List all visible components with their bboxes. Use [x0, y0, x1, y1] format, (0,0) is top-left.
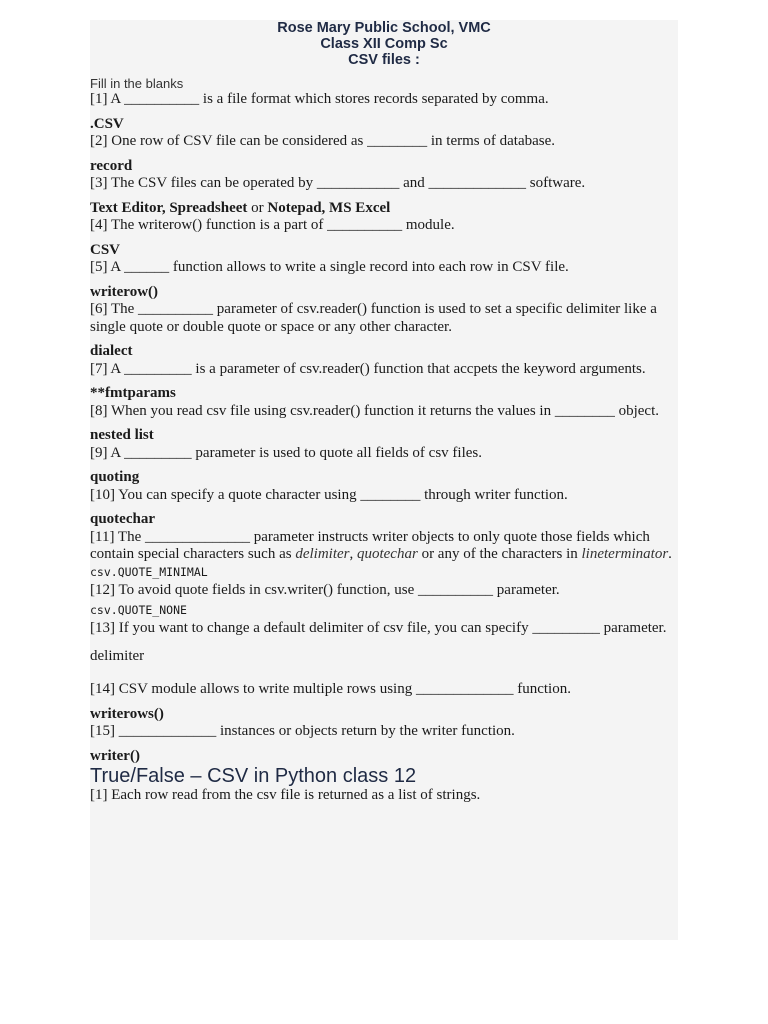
- class-line: Class XII Comp Sc: [320, 36, 448, 52]
- question-7: [7] A _________ is a parameter of csv.reader() function that accpets the keyword arguments.: [90, 360, 646, 377]
- answer-7: **fmtparams: [90, 385, 176, 401]
- question-5: [5] A ______ function allows to write a single record into each row in CSV file.: [90, 259, 569, 275]
- question-10: [10] You can specify a quote character using ________ through writer function.: [90, 486, 568, 503]
- answer-2: record: [90, 157, 133, 174]
- question-12: [12] To avoid quote fields in csv.writer() function, use __________ parameter.: [90, 581, 560, 598]
- answer-3-part-b: Notepad, MS Excel: [267, 199, 391, 216]
- worksheet-page: [90, 20, 678, 940]
- topic-title: CSV files :: [348, 52, 420, 68]
- question-2: [2] One row of CSV file can be considered as ________ in terms of database.: [90, 133, 556, 149]
- answer-3-or: or: [247, 199, 268, 216]
- question-13: [13] If you want to change a default delimiter of csv file, you can specify _________ parameter.: [90, 620, 667, 636]
- question-1: [1] A __________ is a file format which stores records separated by comma.: [90, 91, 549, 107]
- question-9: [9] A _________ parameter is used to quote all fields of csv files.: [90, 444, 482, 461]
- answer-13: delimiter: [90, 647, 145, 664]
- answer-1: .CSV: [90, 115, 124, 132]
- question-11-text: [11] The ______________ parameter instructs writer objects to only quote those fields which contain special characters such as: [90, 528, 650, 562]
- question-15: [15] _____________ instances or objects return by the writer function.: [90, 723, 515, 739]
- worksheet-header: [90, 20, 678, 68]
- question-8: [8] When you read csv file using csv.reader() function it returns the values in ________ object.: [90, 402, 659, 419]
- question-11: [90, 529, 678, 564]
- question-4: [4] The writerow() function is a part of __________ module.: [90, 217, 455, 233]
- answer-3-part-a: Text Editor, Spreadsheet: [90, 199, 248, 216]
- question-11-end: .: [668, 546, 672, 562]
- school-name: Rose Mary Public School, VMC: [277, 20, 491, 36]
- answer-10: quotechar: [90, 511, 155, 527]
- answer-8: nested list: [90, 427, 154, 443]
- term-quotechar: quotechar: [356, 546, 418, 562]
- question-11-mid: or any of the characters in: [417, 546, 582, 562]
- answer-11: csv.QUOTE_MINIMAL: [90, 564, 208, 579]
- answer-5: writerow(): [90, 283, 159, 300]
- answer-9: quoting: [90, 469, 140, 485]
- answer-3: [90, 200, 678, 218]
- question-6: [6] The __________ parameter of csv.reader() function is used to set a specific delimiter like a single quote or double quote or space or any other character.: [90, 301, 657, 335]
- section-subtitle: Fill in the blanks: [90, 76, 184, 91]
- answer-6: dialect: [90, 343, 133, 359]
- answer-4: CSV: [90, 241, 121, 258]
- question-3: [3] The CSV files can be operated by ___________ and _____________ software.: [90, 175, 586, 191]
- term-delimiter: delimiter: [295, 546, 350, 562]
- answer-15: writer(): [90, 747, 140, 764]
- true-false-heading: True/False – CSV in Python class 12: [90, 765, 417, 787]
- question-14: [14] CSV module allows to write multiple rows using _____________ function.: [90, 681, 571, 697]
- tf-question-1: [1] Each row read from the csv file is returned as a list of strings.: [90, 787, 481, 803]
- question-11-comma: ,: [349, 546, 357, 562]
- answer-12: csv.QUOTE_NONE: [90, 603, 187, 617]
- term-lineterminator: lineterminator: [581, 546, 669, 562]
- answer-14: writerows(): [90, 705, 164, 722]
